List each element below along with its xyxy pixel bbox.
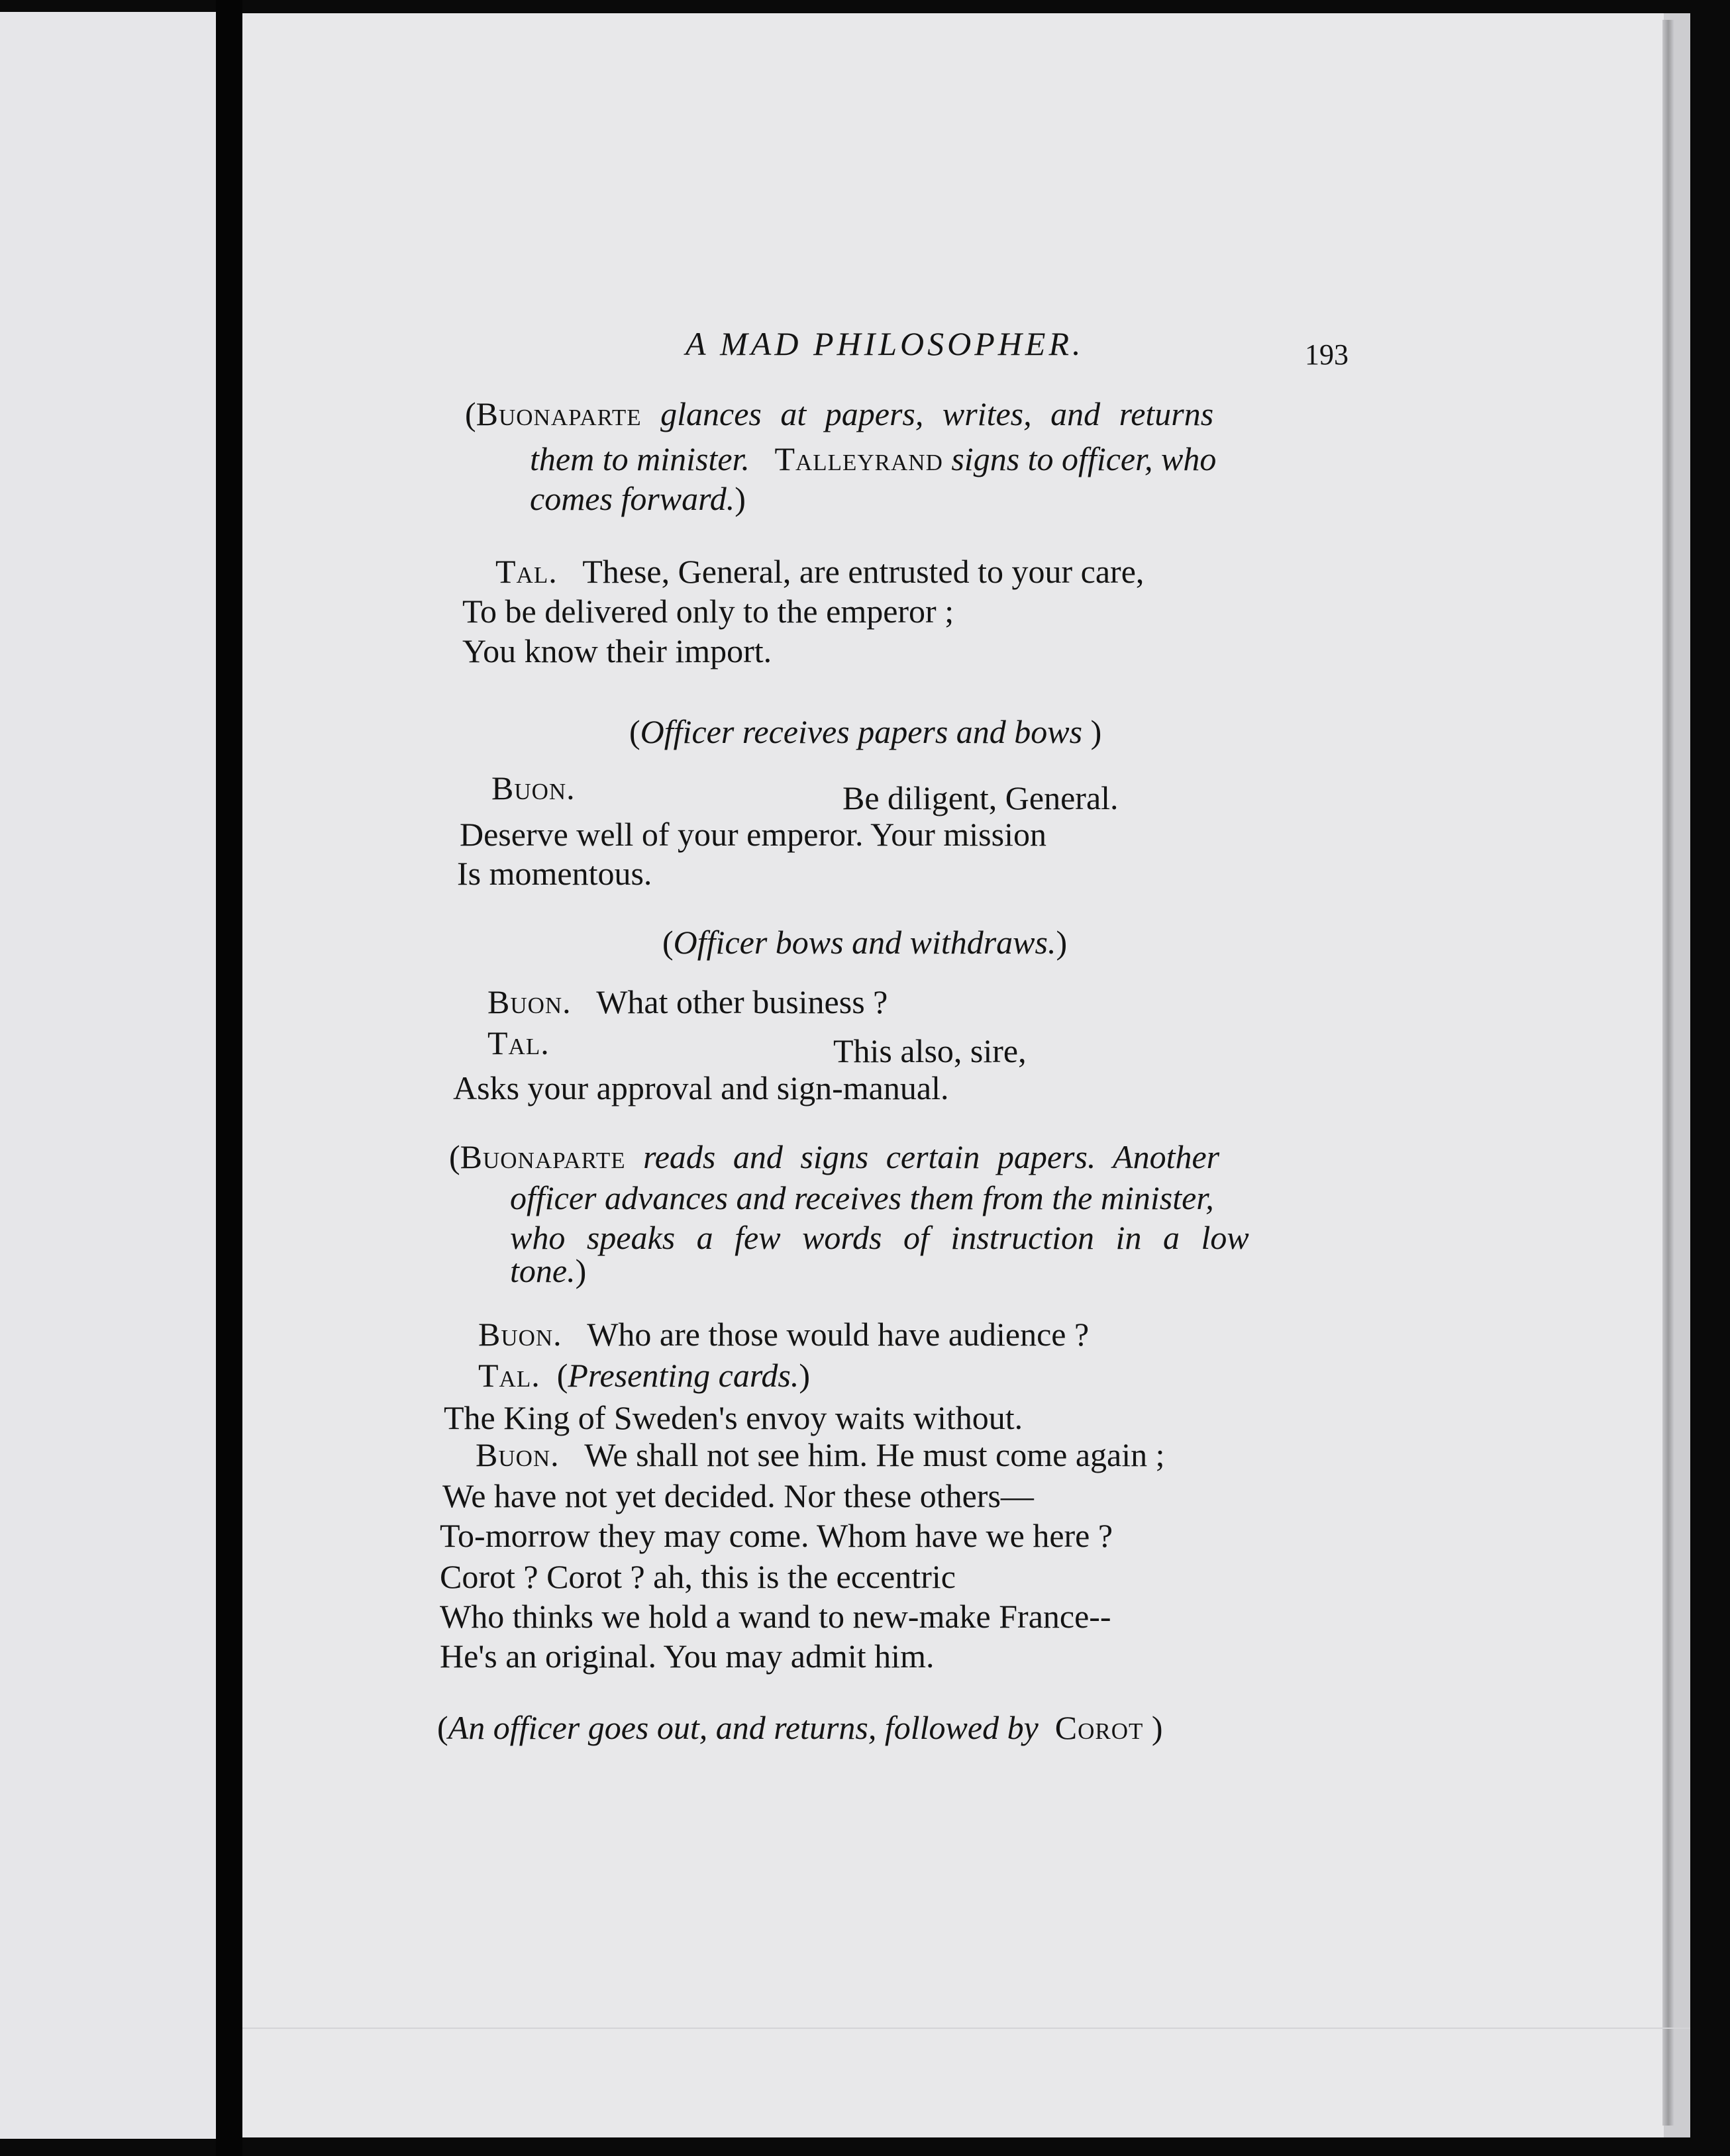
verse-line: Be diligent, General.	[842, 779, 1119, 816]
stage-direction-line: (Buonaparte glances at papers, writes, and returns	[465, 395, 1214, 432]
speech-line: Tal. These, General, are entrusted to your care,	[495, 553, 1145, 590]
speech-line: Buon. We shall not see him. He must come again ;	[476, 1436, 1165, 1473]
speaker-name: Tal.	[495, 553, 558, 590]
page-number: 193	[1305, 338, 1348, 371]
speaker-name: Tal.	[478, 1357, 540, 1394]
stage-direction-line: (Buonaparte reads and signs certain papers. Another	[449, 1138, 1220, 1175]
character-name: Talleyrand	[774, 440, 943, 477]
character-name: Corot	[1054, 1709, 1144, 1746]
verse-line: The King of Sweden's envoy waits without.	[444, 1399, 1023, 1436]
verse-line: Is momentous.	[457, 855, 652, 892]
stage-direction-line: them to minister. Talleyrand signs to officer, who	[530, 440, 1217, 477]
speech-line: Tal. (Presenting cards.)	[478, 1357, 811, 1394]
stage-direction: (An officer goes out, and returns, followed by Corot )	[437, 1709, 1163, 1746]
running-title: A MAD PHILOSOPHER.	[686, 325, 1084, 362]
verse-line: Deserve well of your emperor. Your mission	[460, 816, 1046, 853]
verse-line: Asks your approval and sign-manual.	[453, 1069, 949, 1106]
page-bottom-line	[242, 2028, 1690, 2029]
speech-line: Buon. Who are those would have audience ?	[478, 1316, 1090, 1353]
stage-direction: (Officer receives papers and bows )	[629, 713, 1102, 750]
page-edge	[1662, 20, 1674, 2126]
verse-line: We have not yet decided. Nor these others—	[442, 1477, 1034, 1514]
speech-line: Buon. What other business ?	[487, 983, 888, 1020]
stage-direction: (Officer bows and withdraws.)	[662, 924, 1068, 961]
speaker-name: Buon.	[476, 1436, 560, 1473]
verse-line: Corot ? Corot ? ah, this is the eccentric	[440, 1558, 956, 1595]
speaker-name: Buon.	[478, 1316, 562, 1353]
scan-border	[1690, 0, 1730, 2156]
speaker-name: Buon.	[491, 769, 576, 807]
verse-line: You know their import.	[462, 632, 772, 669]
stage-direction-line: comes forward.)	[530, 480, 746, 517]
speaker-name: Tal.	[487, 1024, 550, 1061]
book-gutter	[216, 0, 242, 2156]
stage-direction-line: officer advances and receives them from the minister,	[510, 1179, 1214, 1216]
verse-line: To be delivered only to the emperor ;	[462, 593, 954, 630]
verse-line: He's an original. You may admit him.	[440, 1638, 935, 1675]
verse-line: To-morrow they may come. Whom have we here ?	[440, 1517, 1113, 1554]
stage-direction-line: tone.)	[510, 1252, 587, 1289]
facing-page	[0, 12, 216, 2139]
verse-line: This also, sire,	[833, 1032, 1027, 1069]
character-name: Buonaparte	[460, 1138, 626, 1175]
character-name: Buonaparte	[476, 395, 642, 432]
stage-direction-line: who speaks a few words of instruction in a low	[510, 1219, 1249, 1256]
verse-line: Who thinks we hold a wand to new-make France--	[440, 1598, 1111, 1635]
speaker-name: Buon.	[487, 983, 572, 1020]
